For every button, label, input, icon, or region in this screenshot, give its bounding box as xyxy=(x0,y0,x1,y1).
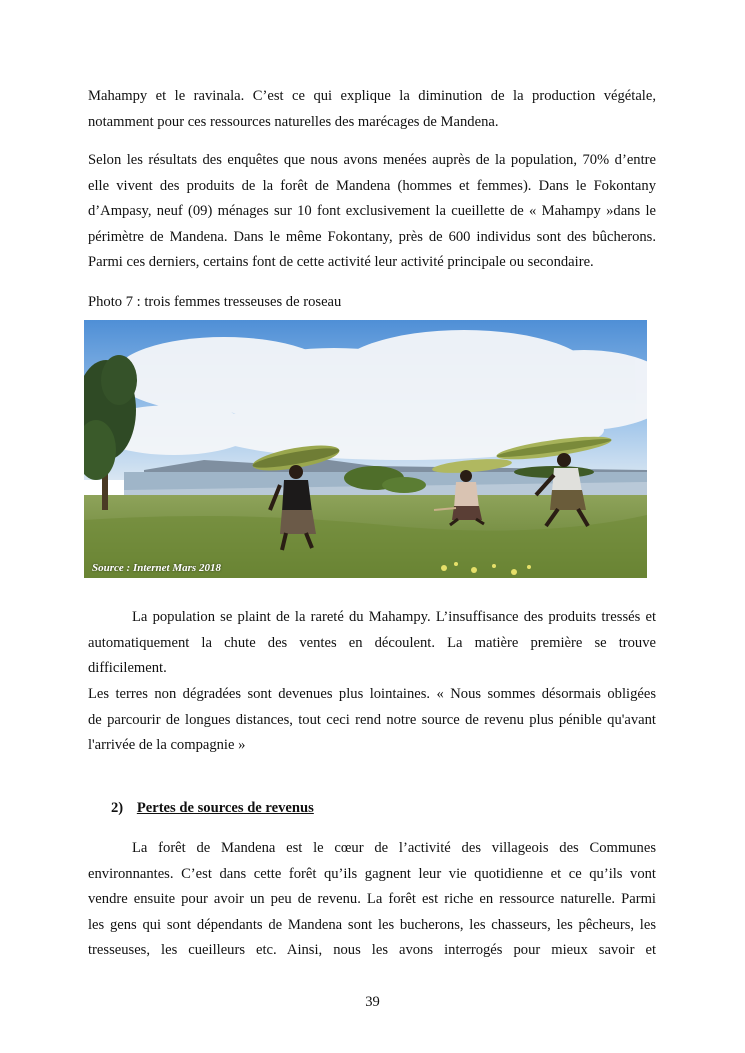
section-number: 2) xyxy=(111,800,124,816)
text-line: difficilement. xyxy=(88,660,167,677)
text-line: tresseuses, les cueilleurs etc. Ainsi, nous les avons interrogés pour mieux savoir et xyxy=(88,942,656,959)
paragraph-4 xyxy=(88,682,656,759)
text-line: La population se plaint de la rareté du Mahampy. L’insuffisance des produits tressés et xyxy=(132,609,656,625)
text-line: vendre ensuite pour avoir un peu de revenu. La forêt est riche en ressource naturelle. Parmi xyxy=(88,891,656,908)
text-line: les gens qui sont dépendants de Mandena sont les bucherons, les chasseurs, les pêcheurs, les xyxy=(88,916,656,933)
section-heading xyxy=(111,800,314,817)
paragraph-5 xyxy=(88,836,656,964)
text-line: La forêt de Mandena est le cœur de l’activité des villageois des Communes xyxy=(132,840,656,856)
photo-illustration xyxy=(84,320,647,578)
text-line: périmètre de Mandena. Dans le même Fokontany, près de 600 individus sont des bûcherons. xyxy=(88,228,656,245)
text-line: automatiquement la chute des ventes en découlent. La matière première se trouve xyxy=(88,634,656,651)
paragraph-1 xyxy=(88,84,656,135)
text-line: environnantes. C’est dans cette forêt qu’ils gagnent leur vie quotidienne et ce qu’ils vont xyxy=(88,865,656,882)
section-title: Pertes de sources de revenus xyxy=(136,800,314,816)
text-line: Les terres non dégradées sont devenues plus lointaines. « Nous sommes désormais obligées xyxy=(88,686,656,702)
text-line: l'arrivée de la compagnie » xyxy=(88,737,246,754)
text-line: d’Ampasy, neuf (09) ménages sur 10 font exclusivement la cueillette de « Mahampy »dans le xyxy=(88,203,656,220)
text-line: Parmi ces derniers, certains font de cette activité leur activité principale ou secondaire. xyxy=(88,254,594,271)
paragraph-3 xyxy=(88,605,656,682)
text-line: de parcourir de longues distances, tout ceci rend notre source de revenu plus pénible qu'avant xyxy=(88,711,656,728)
text-line: Selon les résultats des enquêtes que nous avons menées auprès de la population, 70% d’entre xyxy=(88,152,656,168)
text-line: elle vivent des produits de la forêt de Mandena (hommes et femmes). Dans le Fokontany xyxy=(88,177,656,194)
text-line: Mahampy et le ravinala. C’est ce qui explique la diminution de la production végétale, xyxy=(88,88,656,104)
photo-source: Source : Internet Mars 2018 xyxy=(92,562,221,574)
paragraph-2 xyxy=(88,148,656,276)
page-number: 39 xyxy=(365,994,380,1010)
photo-caption xyxy=(88,290,656,316)
photo-women-carrying-reeds xyxy=(84,320,647,578)
text-line: notamment pour ces ressources naturelles des marécages de Mandena. xyxy=(88,113,499,130)
photo-caption-text: Photo 7 : trois femmes tresseuses de roseau xyxy=(88,294,342,310)
